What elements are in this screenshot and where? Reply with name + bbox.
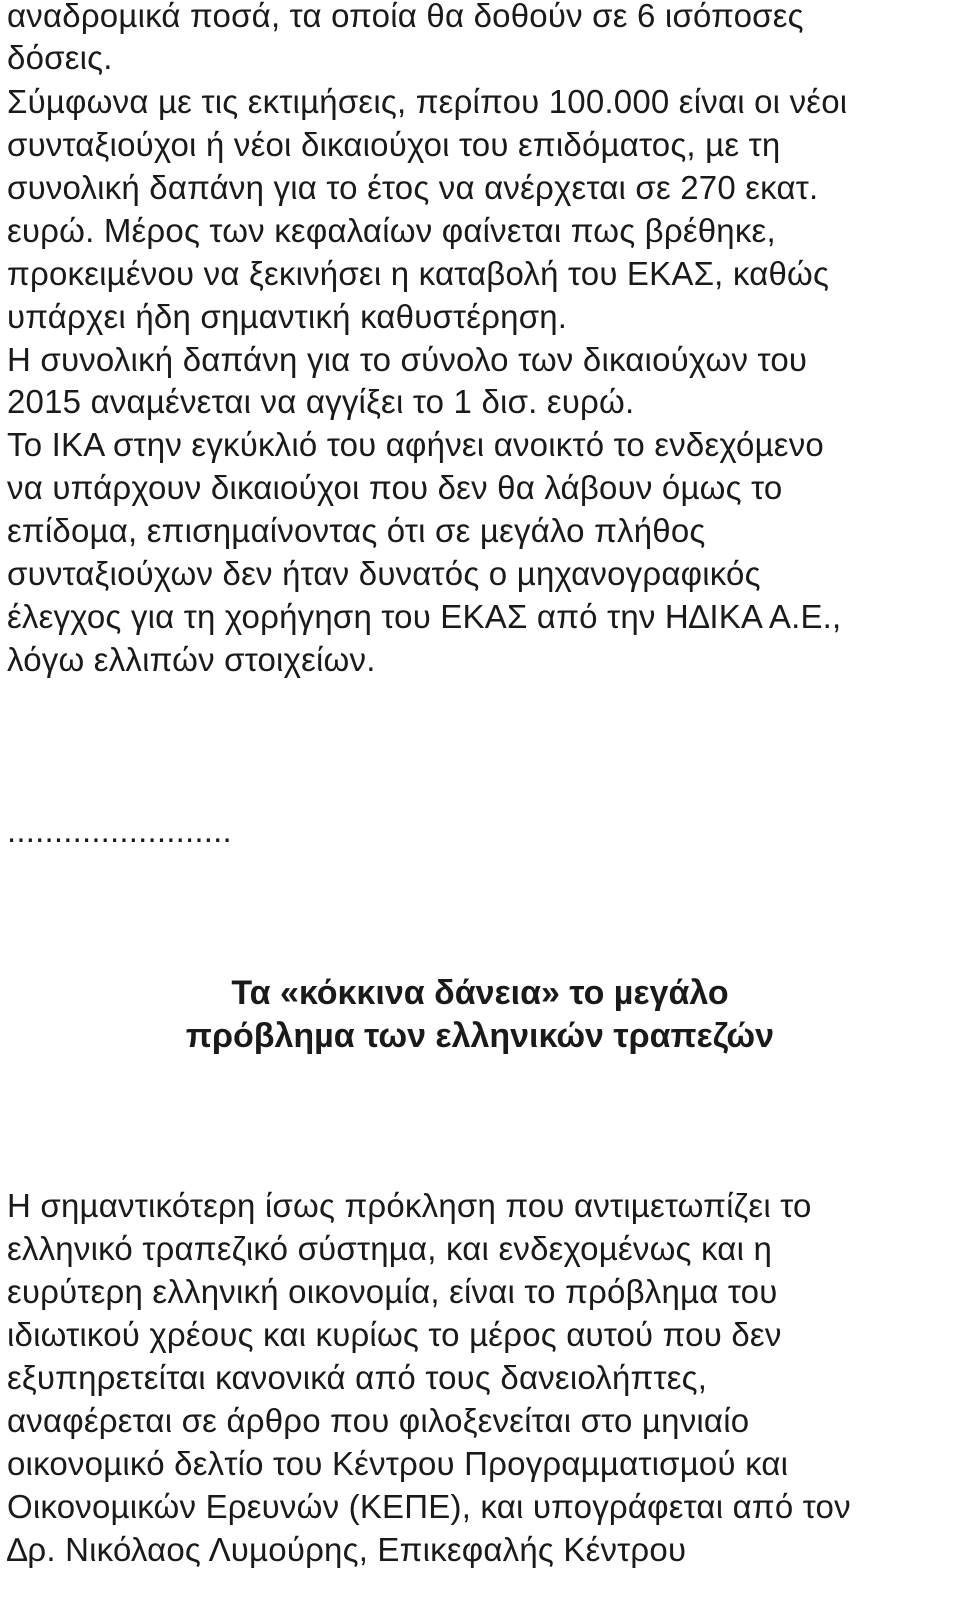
text-line: συνολική δαπάνη για το έτος να ανέρχεται σε 270 εκατ. xyxy=(7,169,819,206)
text-line: προκειµένου να ξεκινήσει η καταβολή του ΕΚΑΣ, καθώς xyxy=(7,255,830,292)
text-line: αναδροµικά ποσά, τα οποία θα δοθούν σε 6 ισόποσες xyxy=(7,0,804,34)
text-line: συνταξιούχων δεν ήταν δυνατός ο µηχανογραφικός xyxy=(7,555,761,592)
text-line: εξυπηρετείται κανονικά από τους δανειολήπτες, xyxy=(7,1359,708,1396)
text-line: Η σηµαντικότερη ίσως πρόκληση που αντιµετωπίζει το xyxy=(7,1187,812,1224)
text-line: Η συνολική δαπάνη για το σύνολο των δικαιούχων του xyxy=(7,341,808,378)
section-heading-line-1: Τα «κόκκινα δάνεια» το µεγάλο xyxy=(231,974,729,1012)
text-line: συνταξιούχοι ή νέοι δικαιούχοι του επιδόµατος, µε τη xyxy=(7,126,781,163)
text-line: λόγω ελλιπών στοιχείων. xyxy=(7,641,376,678)
text-line: Το ΙΚΑ στην εγκύκλιό του αφήνει ανοικτό το ενδεχόµενο xyxy=(7,426,824,463)
text-line: ελληνικό τραπεζικό σύστηµα, και ενδεχοµένως και η xyxy=(7,1230,773,1267)
section-heading-line-2: πρόβληµα των ελληνικών τραπεζών xyxy=(185,1017,775,1055)
text-line: να υπάρχουν δικαιούχοι που δεν θα λάβουν όµως το xyxy=(7,469,783,506)
text-line: επίδοµα, επισηµαίνοντας ότι σε µεγάλο πλήθος xyxy=(7,512,706,549)
text-line: αναφέρεται σε άρθρο που φιλοξενείται στο µηνιαίο xyxy=(7,1402,750,1439)
text-line: ιδιωτικού χρέους και κυρίως το µέρος αυτού που δεν xyxy=(7,1316,782,1353)
text-line: ∆ρ. Νικόλαος Λυµούρης, Επικεφαλής Κέντρου xyxy=(7,1531,687,1568)
text-line: οικονοµικό δελτίο του Κέντρου Προγραµµατισµού και xyxy=(7,1445,789,1482)
separator-dots: ........................ xyxy=(7,812,232,849)
text-line: Οικονοµικών Ερευνών (ΚΕΠΕ), και υπογράφεται από τον xyxy=(7,1488,851,1525)
text-line: 2015 αναµένεται να αγγίξει το 1 δισ. ευρώ. xyxy=(7,383,635,420)
text-line: ευρύτερη ελληνική οικονοµία, είναι το πρόβληµα του xyxy=(7,1273,778,1310)
text-line: ευρώ. Μέρος των κεφαλαίων φαίνεται πως βρέθηκε, xyxy=(7,212,776,249)
text-line: υπάρχει ήδη σηµαντική καθυστέρηση. xyxy=(7,298,568,335)
text-line: Σύµφωνα µε τις εκτιµήσεις, περίπου 100.000 είναι οι νέοι xyxy=(7,83,848,120)
text-line: δόσεις. xyxy=(7,39,113,76)
text-line: έλεγχος για τη χορήγηση του ΕΚΑΣ από την Η∆ΙΚΑ Α.Ε., xyxy=(7,598,842,635)
